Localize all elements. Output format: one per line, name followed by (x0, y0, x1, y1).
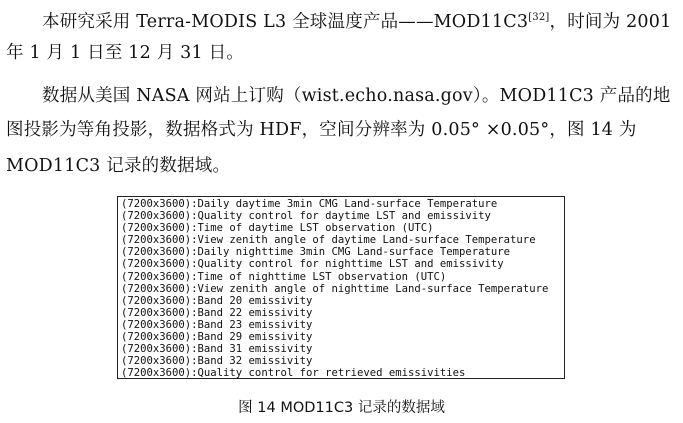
data-field-line: (7200x3600):Time of nighttime LST observation (UTC) (121, 270, 447, 283)
data-field-line: (7200x3600):View zenith angle of nighttime Land-surface Temperature (121, 282, 549, 295)
paragraph1-line1 (42, 8, 683, 32)
paragraph2-line1: 数据从美国 NASA 网站上订购（wist.echo.nasa.gov）。MOD11C3 产品的地 (42, 86, 671, 106)
data-field-line: (7200x3600):Band 23 emissivity (121, 318, 313, 331)
data-field-line: (7200x3600):Band 32 emissivity (121, 355, 313, 368)
data-field-line: (7200x3600):View zenith angle of daytime Land-surface Temperature (121, 234, 536, 247)
data-fields-box (117, 196, 565, 379)
paragraph1-line2: 年 1 月 1 日至 12 月 31 日。 (6, 43, 245, 63)
data-field-line: (7200x3600):Band 20 emissivity (121, 294, 313, 307)
data-field-line: (7200x3600):Quality control for retrieved emissivities (121, 367, 466, 380)
data-field-line: (7200x3600):Band 31 emissivity (121, 343, 313, 356)
paragraph2-line2: 图投影为等角投影，数据格式为 HDF，空间分辨率为 0.05° ×0.05°，图 14 为 (6, 120, 637, 140)
figure-caption: 图 14 MOD11C3 记录的数据域 (238, 400, 445, 416)
data-field-line: (7200x3600):Daily nighttime 3min CMG Land-surface Temperature (121, 246, 511, 259)
data-field-line: (7200x3600):Band 29 emissivity (121, 331, 313, 344)
paragraph1-line1-tail: ，时间为 2001 (549, 12, 672, 32)
data-field-line: (7200x3600):Quality control for nighttime LST and emissivity (121, 258, 504, 271)
data-field-line: (7200x3600):Band 22 emissivity (121, 306, 313, 319)
paragraph1-line1-text: 本研究采用 Terra-MODIS L3 全球温度产品——MOD11C3 (42, 12, 529, 32)
data-field-line: (7200x3600):Daily daytime 3min CMG Land-surface Temperature (121, 198, 498, 210)
paragraph2-line3: MOD11C3 记录的数据域。 (6, 156, 231, 176)
citation-ref: [32] (528, 12, 550, 23)
data-field-line: (7200x3600):Time of daytime LST observation (UTC) (121, 222, 434, 235)
data-field-line: (7200x3600):Quality control for daytime LST and emissivity (121, 210, 491, 223)
